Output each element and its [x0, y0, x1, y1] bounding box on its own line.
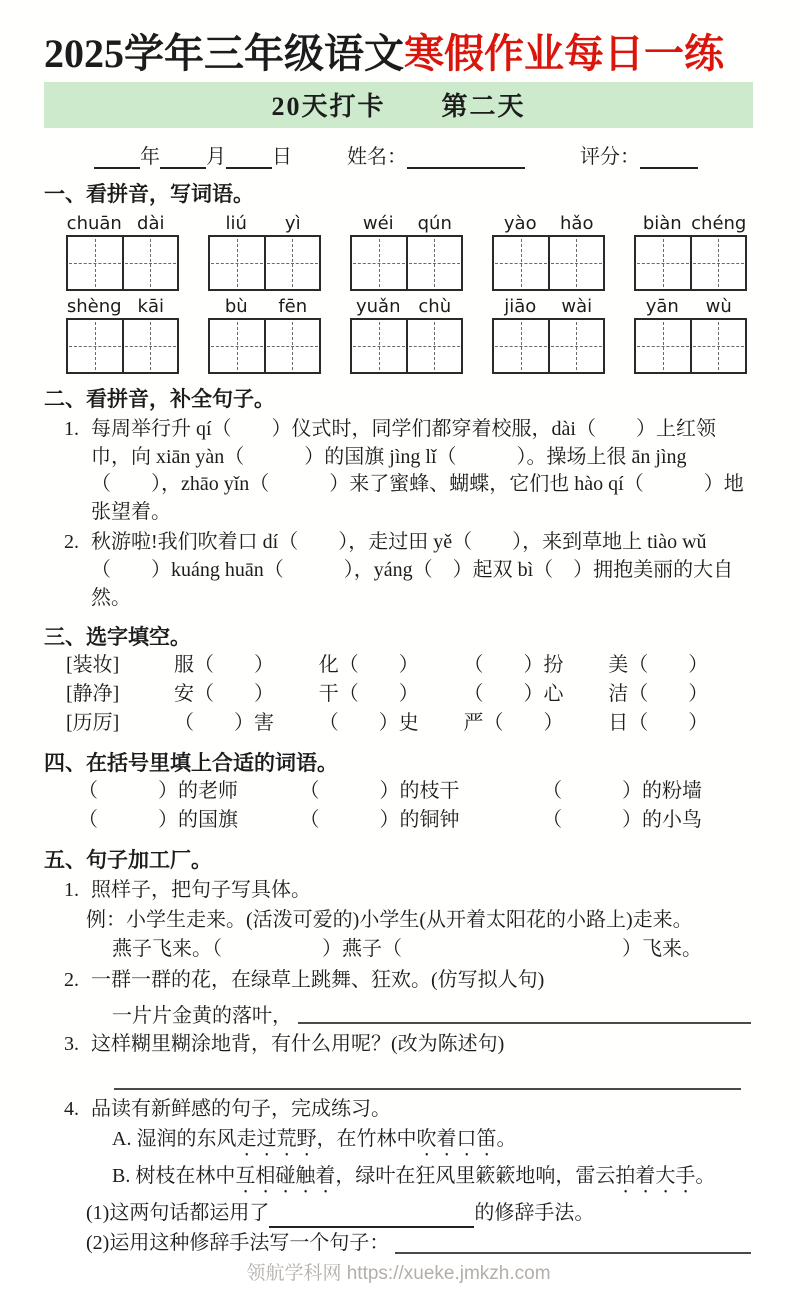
writing-grid	[208, 318, 321, 374]
word-fill-item: （ ）的枝干	[299, 780, 460, 803]
question-item	[64, 1096, 753, 1124]
choice-bracket: [历厉]	[66, 712, 120, 735]
info-line	[44, 140, 753, 169]
word-fill-item: （ ）的粉墙	[542, 780, 703, 803]
choice-bracket: [静净]	[66, 683, 120, 706]
section2-heading: 二、看拼音，补全句子。	[44, 387, 275, 411]
score-label: 评分：	[580, 146, 640, 168]
pinyin-syllable: shèng	[66, 296, 122, 317]
question-number: 2.	[64, 968, 79, 991]
example-sentence: 例：小学生走来。(活泼可爱的)小学生(从开着太阳花的小路上)走来。	[86, 908, 693, 931]
day-label: 日	[272, 146, 292, 168]
word-box	[350, 213, 463, 291]
pinyin-syllable: yào	[503, 213, 537, 234]
choice-item: 洁（ ）	[608, 683, 709, 706]
writing-grid	[492, 235, 605, 291]
word-fill-row	[44, 777, 753, 806]
pinyin-syllable: biàn	[642, 213, 682, 234]
question-text: 秋游啦!我们吹着口 dí（ ），走过田 yě（ ），来到草地上 tiào wǔ（ ）kuáng huān（ ），yáng（ ）起双 bì（ ）拥抱美丽的大自然。	[91, 531, 734, 609]
answer-blank-line	[395, 1252, 751, 1254]
choice-item: 安（ ）	[174, 683, 274, 706]
writing-grid	[208, 235, 321, 291]
year-blank	[94, 149, 140, 169]
choice-item: 服（ ）	[174, 654, 274, 677]
word-box	[350, 296, 463, 374]
pinyin-row-2	[44, 296, 753, 374]
writing-grid	[66, 318, 179, 374]
writing-grid	[66, 235, 179, 291]
score-blank	[640, 149, 698, 169]
writing-grid	[492, 318, 605, 374]
choice-bracket: [装妆]	[66, 654, 120, 677]
choice-item: 严（ ）	[463, 712, 564, 735]
pinyin-syllable: hǎo	[560, 213, 594, 234]
watermark: 领航学科网 https://xueke.jmkzh.com	[246, 1262, 551, 1284]
choice-row	[44, 651, 753, 680]
section2-body	[44, 413, 753, 612]
section5-heading: 五、句子加工厂。	[44, 848, 212, 873]
word-fill-item: （ ）的小鸟	[542, 809, 703, 832]
pinyin-syllable: fēn	[278, 296, 308, 317]
word-box	[634, 213, 747, 291]
choice-item: 日（ ）	[608, 712, 709, 735]
writing-grid	[634, 235, 747, 291]
question-number: 3.	[64, 1032, 79, 1055]
word-box	[634, 296, 747, 374]
day-blank	[226, 149, 272, 169]
pinyin-syllable: yuǎn	[356, 296, 401, 317]
question-number: 2.	[64, 531, 79, 554]
choice-row	[44, 680, 753, 709]
choice-item: （ ）史	[318, 712, 419, 735]
exercise-sentence: 燕子飞来。（ ）燕子（ ）飞来。	[112, 938, 702, 961]
pinyin-syllable: bù	[224, 296, 248, 317]
word-fill-item: （ ）的铜钟	[299, 809, 460, 832]
word-box	[208, 213, 321, 291]
section4-heading: 四、在括号里填上合适的词语。	[44, 751, 338, 776]
choice-row	[44, 709, 753, 738]
answer-blank-line	[298, 1022, 751, 1024]
emphasized-text: 拍着大手	[615, 1164, 696, 1187]
word-fill-row	[44, 806, 753, 835]
question-text: 品读有新鲜感的句子，完成练习。	[91, 1098, 391, 1121]
pinyin-syllable: kāi	[137, 296, 164, 317]
word-box	[66, 296, 179, 374]
emphasized-text: 互相碰触着	[235, 1164, 336, 1187]
pinyin-syllable: qún	[417, 213, 452, 234]
question-text: 照样子，把句子写具体。	[91, 879, 311, 902]
question-number: 1.	[64, 879, 79, 902]
choice-item: 干（ ）	[318, 683, 419, 706]
section1-heading: 一、看拼音，写词语。	[44, 182, 254, 206]
year-label: 年	[140, 146, 160, 168]
pinyin-syllable: yì	[284, 213, 301, 234]
section3-heading: 三、选字填空。	[44, 625, 191, 650]
question-item	[64, 877, 753, 905]
name-blank	[407, 149, 525, 169]
question-text: 一群一群的花，在绿草上跳舞、狂欢。(仿写拟人句)	[91, 968, 545, 991]
pinyin-syllable: wài	[561, 296, 593, 317]
question-item	[64, 529, 753, 612]
name-label: 姓名：	[347, 146, 407, 168]
word-fill-item: （ ）的国旗	[78, 809, 238, 832]
writing-grid	[350, 318, 463, 374]
lead-text: 一片片金黄的落叶，	[112, 1004, 292, 1027]
question-item	[64, 967, 753, 995]
choice-item: 美（ ）	[608, 654, 709, 677]
choice-item: （ ）害	[174, 712, 274, 735]
answer-blank	[269, 1208, 474, 1228]
sentence-a: A. 湿润的东风走过荒野，在竹林中吹着口笛。	[112, 1127, 517, 1150]
question-text: 这样糊里糊涂地背，有什么用呢？(改为陈述句)	[91, 1032, 505, 1055]
word-box	[208, 296, 321, 374]
section5-body	[44, 874, 753, 1258]
month-label: 月	[206, 146, 226, 168]
word-box	[492, 213, 605, 291]
pinyin-syllable: yān	[645, 296, 679, 317]
sub-question-2: (2)运用这种修辞手法写一个句子：	[64, 1228, 753, 1258]
pinyin-syllable: jiāo	[504, 296, 537, 317]
day-banner	[44, 82, 753, 128]
answer-lead-line	[64, 999, 753, 1028]
page-title	[44, 30, 753, 78]
pinyin-syllable: chéng	[691, 213, 747, 234]
pinyin-syllable: dài	[137, 213, 165, 234]
question-number: 4.	[64, 1098, 79, 1121]
answer-blank-line	[114, 1088, 741, 1090]
month-blank	[160, 149, 206, 169]
pinyin-row-1	[44, 213, 753, 291]
writing-grid	[634, 318, 747, 374]
pinyin-syllable: chù	[418, 296, 452, 317]
question-item	[64, 416, 753, 526]
writing-grid	[350, 235, 463, 291]
pinyin-syllable: wù	[705, 296, 732, 317]
pinyin-syllable: wéi	[362, 213, 394, 234]
word-box	[492, 296, 605, 374]
sub-question-1: (1)这两句话都运用了 的修辞手法。	[64, 1198, 753, 1228]
choice-item: （ ）扮	[463, 654, 564, 677]
question-item	[64, 1031, 753, 1059]
pinyin-syllable: liú	[225, 213, 247, 234]
pinyin-syllable: chuān	[66, 213, 122, 234]
title-highlight-part: 寒假作业每日一练	[404, 31, 724, 76]
word-box	[66, 213, 179, 291]
emphasized-text: 吹着口笛	[416, 1127, 497, 1150]
question-number: 1.	[64, 418, 79, 440]
title-grade-part: 2025学年三年级语文	[44, 31, 404, 76]
choice-item: （ ）心	[463, 683, 564, 706]
choice-item: 化（ ）	[318, 654, 419, 677]
sentence-b: B. 树枝在林中互相碰触着，绿叶在狂风里簌簌地响，雷云拍着大手。	[112, 1164, 716, 1187]
word-fill-item: （ ）的老师	[78, 780, 238, 803]
day-banner-text: 20天打卡 第二天	[271, 92, 526, 121]
question-text: 每周举行升 qí（ ）仪式时，同学们都穿着校服，dài（ ）上红领巾，向 xiān yàn（ ）的国旗 jìng lǐ（ ）。操场上很 ān jìng（ ），zhāo yǐn（ ）来了蜜蜂、蝴蝶，它们也 hào qí（ ）地张望着。	[91, 418, 744, 523]
emphasized-text: 走过荒野	[236, 1127, 317, 1150]
